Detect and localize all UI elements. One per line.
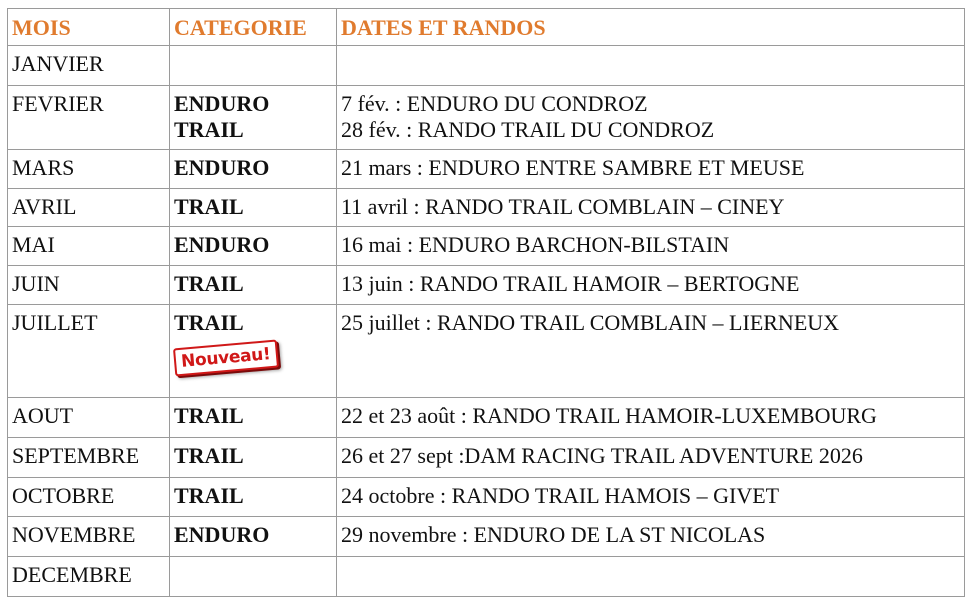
table-row <box>8 227 965 266</box>
category-cell <box>170 557 337 597</box>
table-row <box>8 478 965 517</box>
events-cell <box>337 557 965 597</box>
month-cell: NOVEMBRE <box>8 517 170 557</box>
events-cell: 13 juin : RANDO TRAIL HAMOIR – BERTOGNE <box>337 266 965 305</box>
category-label: TRAIL <box>174 117 244 142</box>
month-cell: DECEMBRE <box>8 557 170 597</box>
table-row <box>8 438 965 478</box>
table-row <box>8 305 965 398</box>
calendar-table <box>7 8 965 597</box>
category-cell: ENDURO <box>170 150 337 189</box>
event-label: 28 fév. : RANDO TRAIL DU CONDROZ <box>341 117 715 142</box>
events-cell: 24 octobre : RANDO TRAIL HAMOIS – GIVET <box>337 478 965 517</box>
table-row <box>8 86 965 150</box>
events-cell: 26 et 27 sept :DAM RACING TRAIL ADVENTURE 2026 <box>337 438 965 478</box>
table-row <box>8 517 965 557</box>
nouveau-badge: Nouveau! <box>173 340 279 377</box>
category-cell: TRAIL <box>170 266 337 305</box>
table-row <box>8 46 965 86</box>
events-cell: 29 novembre : ENDURO DE LA ST NICOLAS <box>337 517 965 557</box>
events-cell <box>337 46 965 86</box>
category-cell: TRAIL <box>170 438 337 478</box>
header-events: DATES ET RANDOS <box>337 9 965 46</box>
events-cell: 16 mai : ENDURO BARCHON-BILSTAIN <box>337 227 965 266</box>
table-row <box>8 150 965 189</box>
table-row <box>8 266 965 305</box>
category-cell <box>170 86 337 150</box>
month-cell: JUIN <box>8 266 170 305</box>
category-cell <box>170 46 337 86</box>
events-cell <box>337 86 965 150</box>
header-category: CATEGORIE <box>170 9 337 46</box>
month-cell: MAI <box>8 227 170 266</box>
month-cell: SEPTEMBRE <box>8 438 170 478</box>
events-cell: 25 juillet : RANDO TRAIL COMBLAIN – LIERNEUX <box>337 305 965 398</box>
table-row <box>8 398 965 438</box>
category-cell: ENDURO <box>170 227 337 266</box>
category-cell <box>170 305 337 398</box>
category-label: TRAIL <box>174 310 244 335</box>
month-cell: AOUT <box>8 398 170 438</box>
table-row <box>8 557 965 597</box>
header-row <box>8 9 965 46</box>
category-label: ENDURO <box>174 91 270 116</box>
event-label: 7 fév. : ENDURO DU CONDROZ <box>341 91 648 116</box>
events-cell: 22 et 23 août : RANDO TRAIL HAMOIR-LUXEMBOURG <box>337 398 965 438</box>
month-cell: OCTOBRE <box>8 478 170 517</box>
month-cell: MARS <box>8 150 170 189</box>
category-cell: TRAIL <box>170 398 337 438</box>
header-month: MOIS <box>8 9 170 46</box>
month-cell: AVRIL <box>8 189 170 227</box>
category-cell: ENDURO <box>170 517 337 557</box>
month-cell: JUILLET <box>8 305 170 398</box>
category-cell: TRAIL <box>170 189 337 227</box>
month-cell: JANVIER <box>8 46 170 86</box>
table-row <box>8 189 965 227</box>
category-cell: TRAIL <box>170 478 337 517</box>
events-cell: 21 mars : ENDURO ENTRE SAMBRE ET MEUSE <box>337 150 965 189</box>
events-cell: 11 avril : RANDO TRAIL COMBLAIN – CINEY <box>337 189 965 227</box>
month-cell: FEVRIER <box>8 86 170 150</box>
